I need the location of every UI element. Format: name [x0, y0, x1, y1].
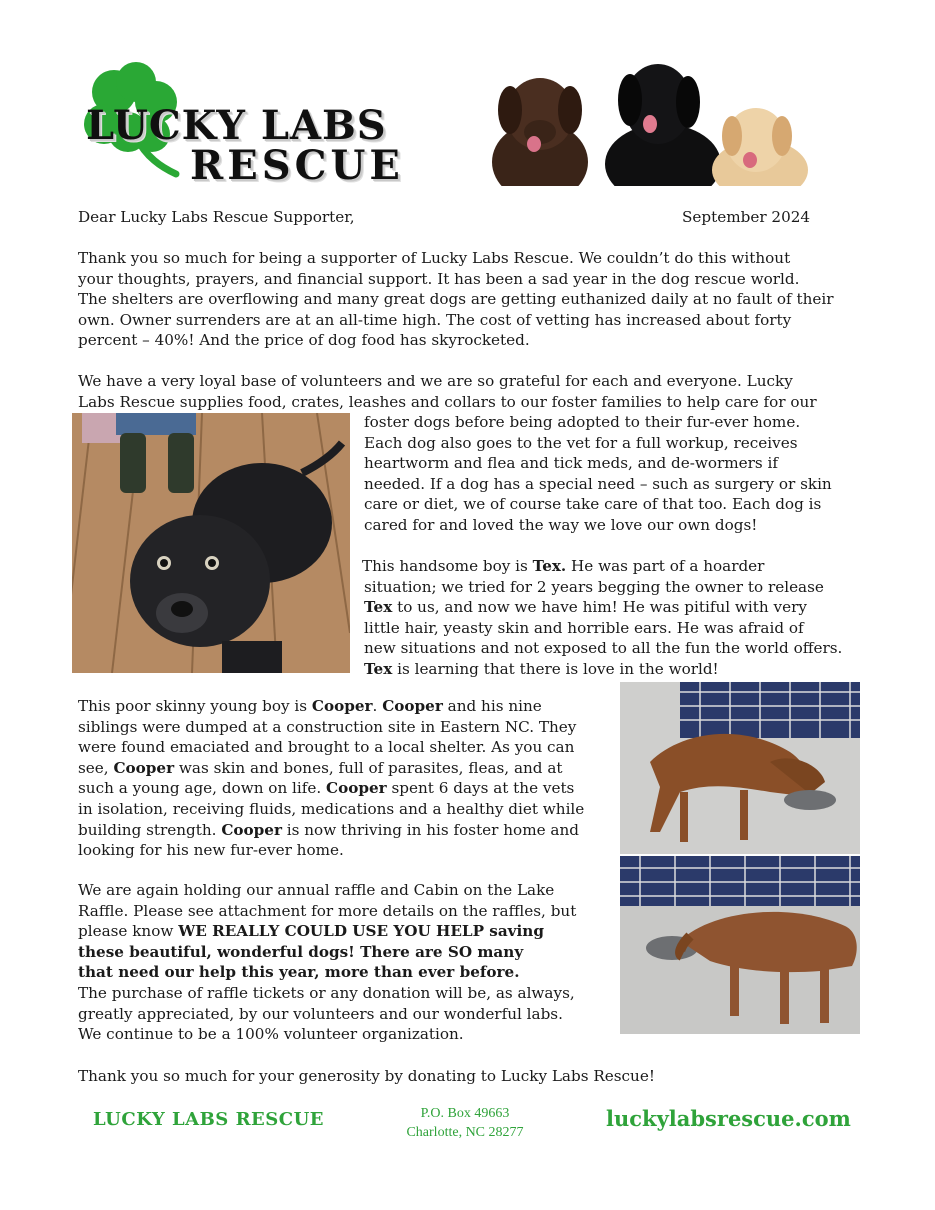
text-line: We are again holding our annual raffle and Cabin on the Lake	[78, 881, 555, 899]
text-line: We continue to be a 100% volunteer organization.	[78, 1025, 464, 1044]
text: spent 6 days at the vets	[386, 779, 575, 798]
text: He was part of a hoarder	[566, 557, 765, 575]
tex-photo	[72, 413, 350, 673]
text: This handsome boy is	[362, 557, 533, 575]
dog-name-cooper: Cooper	[113, 758, 175, 777]
text-line	[78, 820, 584, 841]
text-line	[362, 556, 842, 577]
care-paragraph	[364, 412, 832, 536]
letter-date: September 2024	[682, 208, 811, 226]
dog-name-cooper: Cooper	[382, 697, 443, 715]
three-labs-photo	[488, 52, 810, 186]
dog-name-cooper: Cooper	[221, 820, 282, 839]
closing-line: Thank you so much for your generosity by donating to Lucky Labs Rescue!	[78, 1067, 655, 1085]
text-line	[78, 921, 576, 942]
text-line: looking for his new fur-ever home.	[78, 841, 344, 860]
text: and his nine	[442, 697, 542, 715]
cooper-photo-top	[620, 682, 860, 854]
tex-paragraph	[362, 556, 842, 680]
emphasis-text: these beautiful, wonderful dogs! There are SO many	[78, 942, 524, 961]
text-line: were found emaciated and brought to a local shelter. As you can	[78, 738, 575, 757]
text-line: The shelters are overflowing and many great dogs are getting euthanized daily at no fault of their	[78, 290, 834, 309]
text-line: heartworm and flea and tick meds, and de-wormers if	[364, 454, 779, 473]
text: see,	[78, 758, 114, 777]
emphasis-text: that need our help this year, more than ever before.	[78, 963, 520, 982]
emphasis-text: WE REALLY COULD USE YOU HELP saving	[178, 922, 544, 941]
text-line: Each dog also goes to the vet for a full workup, receives	[364, 433, 798, 452]
text-line	[362, 597, 842, 618]
text-line: greatly appreciated, by our volunteers and our wonderful labs.	[78, 1004, 563, 1023]
text-line	[362, 659, 842, 680]
text: This poor skinny young boy is	[78, 697, 312, 715]
text-line: cared for and loved the way we love our own dogs!	[364, 515, 758, 534]
text: .	[372, 697, 383, 715]
logo-text-rescue: RESCUE	[190, 142, 404, 189]
text-line	[78, 778, 584, 799]
text-line: Labs Rescue supplies food, crates, leashes and collars to our foster families to help care for our	[78, 392, 817, 411]
dog-name-tex: Tex	[364, 659, 393, 678]
dog-name-tex: Tex.	[532, 557, 567, 575]
text-line: own. Owner surrenders are at an all-time high. The cost of vetting has increased about forty	[78, 310, 792, 329]
text-line: percent – 40%! And the price of dog food has skyrocketed.	[78, 331, 530, 350]
text-line: in isolation, receiving fluids, medications and a healthy diet while	[78, 799, 585, 818]
text-line: care or diet, we of course take care of that too. Each dog is	[364, 495, 822, 514]
text-line: needed. If a dog has a special need – such as surgery or skin	[364, 474, 832, 493]
dog-name-cooper: Cooper	[326, 779, 387, 798]
text-line	[78, 758, 584, 779]
cooper-photo-bottom	[620, 856, 860, 1034]
footer-city: Charlotte, NC 28277	[406, 1125, 524, 1140]
text-line: situation; we tried for 2 years begging the owner to release	[364, 577, 824, 596]
text-line: your thoughts, prayers, and financial support. It has been a sad year in the dog rescue world.	[78, 269, 800, 288]
text-line	[78, 962, 576, 983]
volunteers-paragraph	[78, 371, 817, 412]
text-line	[78, 942, 576, 963]
footer-address	[380, 1104, 550, 1142]
text-line: foster dogs before being adopted to their fur-ever home.	[364, 413, 801, 431]
cooper-paragraph	[78, 696, 584, 861]
text: to us, and now we have him! He was pitiful with very	[392, 598, 807, 617]
text-line: We have a very loyal base of volunteers and we are so grateful for each and everyone. Lucky	[78, 372, 793, 390]
text: building strength.	[78, 820, 222, 839]
text-line: The purchase of raffle tickets or any donation will be, as always,	[78, 983, 575, 1002]
dog-name-tex: Tex	[364, 598, 393, 617]
raffle-paragraph	[78, 880, 576, 1045]
salutation: Dear Lucky Labs Rescue Supporter,	[78, 208, 355, 226]
text: was skin and bones, full of parasites, fleas, and at	[174, 758, 563, 777]
footer-po-box: P.O. Box 49663	[420, 1106, 510, 1121]
text-line: siblings were dumped at a construction site in Eastern NC. They	[78, 717, 577, 736]
text-line: Thank you so much for being a supporter of Lucky Labs Rescue. We couldn’t do this without	[78, 249, 791, 267]
intro-paragraph	[78, 248, 878, 351]
lucky-labs-logo	[72, 58, 402, 188]
text: please know	[78, 922, 179, 941]
text-line: Raffle. Please see attachment for more details on the raffles, but	[78, 901, 577, 920]
footer-website-link[interactable]: luckylabsrescue.com	[606, 1106, 851, 1131]
logo-text-lucky-labs: LUCKY LABS	[86, 102, 387, 149]
footer-org-name: LUCKY LABS RESCUE	[93, 1109, 324, 1130]
text-line: little hair, yeasty skin and horrible ears. He was afraid of	[364, 618, 804, 637]
dog-name-cooper: Cooper	[311, 697, 373, 715]
text-line: new situations and not exposed to all the fun the world offers.	[364, 639, 843, 658]
text: such a young age, down on life.	[78, 779, 327, 798]
text-line	[78, 696, 584, 717]
text: is learning that there is love in the world!	[392, 659, 719, 678]
text: is now thriving in his foster home and	[281, 820, 579, 839]
